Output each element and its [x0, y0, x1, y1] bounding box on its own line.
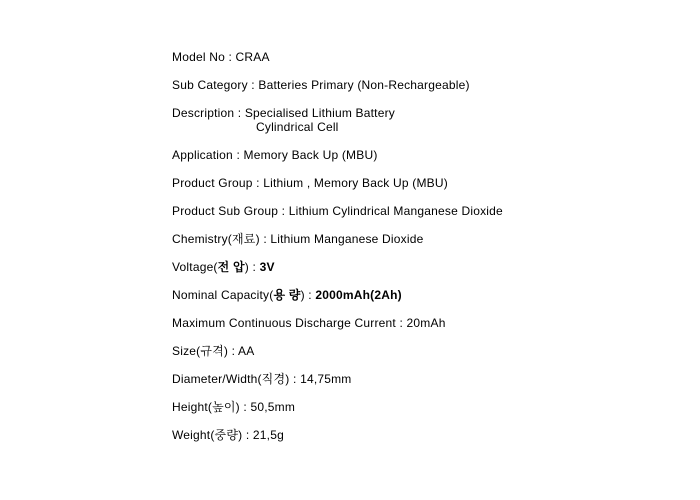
spec-text-segment: Model No : CRAA — [172, 50, 270, 64]
spec-text-segment: 용 량 — [273, 288, 301, 302]
spec-row-max-continuous-discharge-current — [172, 316, 503, 330]
spec-row-model-no — [172, 50, 503, 64]
spec-line — [172, 344, 503, 358]
spec-text-segment: Diameter/Width(직경) : 14,75mm — [172, 372, 352, 386]
spec-row-product-sub-group — [172, 204, 503, 218]
spec-line-continuation: Cylindrical Cell — [256, 120, 339, 134]
spec-text-segment: 전 압 — [217, 260, 245, 274]
spec-line — [172, 78, 503, 92]
spec-text-segment: Size(규격) : AA — [172, 344, 255, 358]
spec-row-weight — [172, 428, 503, 442]
spec-text-segment: Maximum Continuous Discharge Current : 20mAh — [172, 316, 446, 330]
spec-text-segment: Height(높이) : 50,5mm — [172, 400, 296, 414]
spec-row-description — [172, 106, 503, 134]
spec-line — [172, 260, 503, 274]
spec-text-segment: Nominal Capacity( — [172, 288, 274, 302]
spec-text-segment: Description : Specialised Lithium Battery — [172, 106, 395, 120]
spec-line — [172, 400, 503, 414]
spec-text-segment: Voltage( — [172, 260, 218, 274]
spec-row-chemistry — [172, 232, 503, 246]
spec-line — [172, 176, 503, 190]
spec-text-segment: 2000mAh(2Ah) — [315, 288, 402, 302]
spec-row-diameter-width — [172, 372, 503, 386]
spec-line — [172, 106, 503, 120]
spec-text-segment: Chemistry(재료) : Lithium Manganese Dioxide — [172, 232, 424, 246]
spec-row-height — [172, 400, 503, 414]
spec-text-segment: Product Group : Lithium , Memory Back Up (MBU) — [172, 176, 448, 190]
spec-text-segment: Sub Category : Batteries Primary (Non-Rechargeable) — [172, 78, 470, 92]
spec-line — [172, 204, 503, 218]
spec-line — [172, 148, 503, 162]
spec-row-size — [172, 344, 503, 358]
spec-line — [172, 372, 503, 386]
spec-line — [172, 316, 503, 330]
spec-row-product-group — [172, 176, 503, 190]
spec-text-segment: Weight(중량) : 21,5g — [172, 428, 284, 442]
spec-text-segment: ) : — [300, 288, 316, 302]
spec-line — [172, 232, 503, 246]
spec-line — [172, 288, 503, 302]
spec-text-segment: Application : Memory Back Up (MBU) — [172, 148, 378, 162]
spec-row-application — [172, 148, 503, 162]
spec-row-sub-category — [172, 78, 503, 92]
spec-text-segment: ) : — [244, 260, 260, 274]
spec-line — [172, 50, 503, 64]
product-spec-list — [172, 50, 503, 456]
spec-line — [172, 428, 503, 442]
spec-row-voltage — [172, 260, 503, 274]
spec-text-segment: 3V — [259, 260, 275, 274]
spec-text-segment: Product Sub Group : Lithium Cylindrical Manganese Dioxide — [172, 204, 503, 218]
spec-row-nominal-capacity — [172, 288, 503, 302]
